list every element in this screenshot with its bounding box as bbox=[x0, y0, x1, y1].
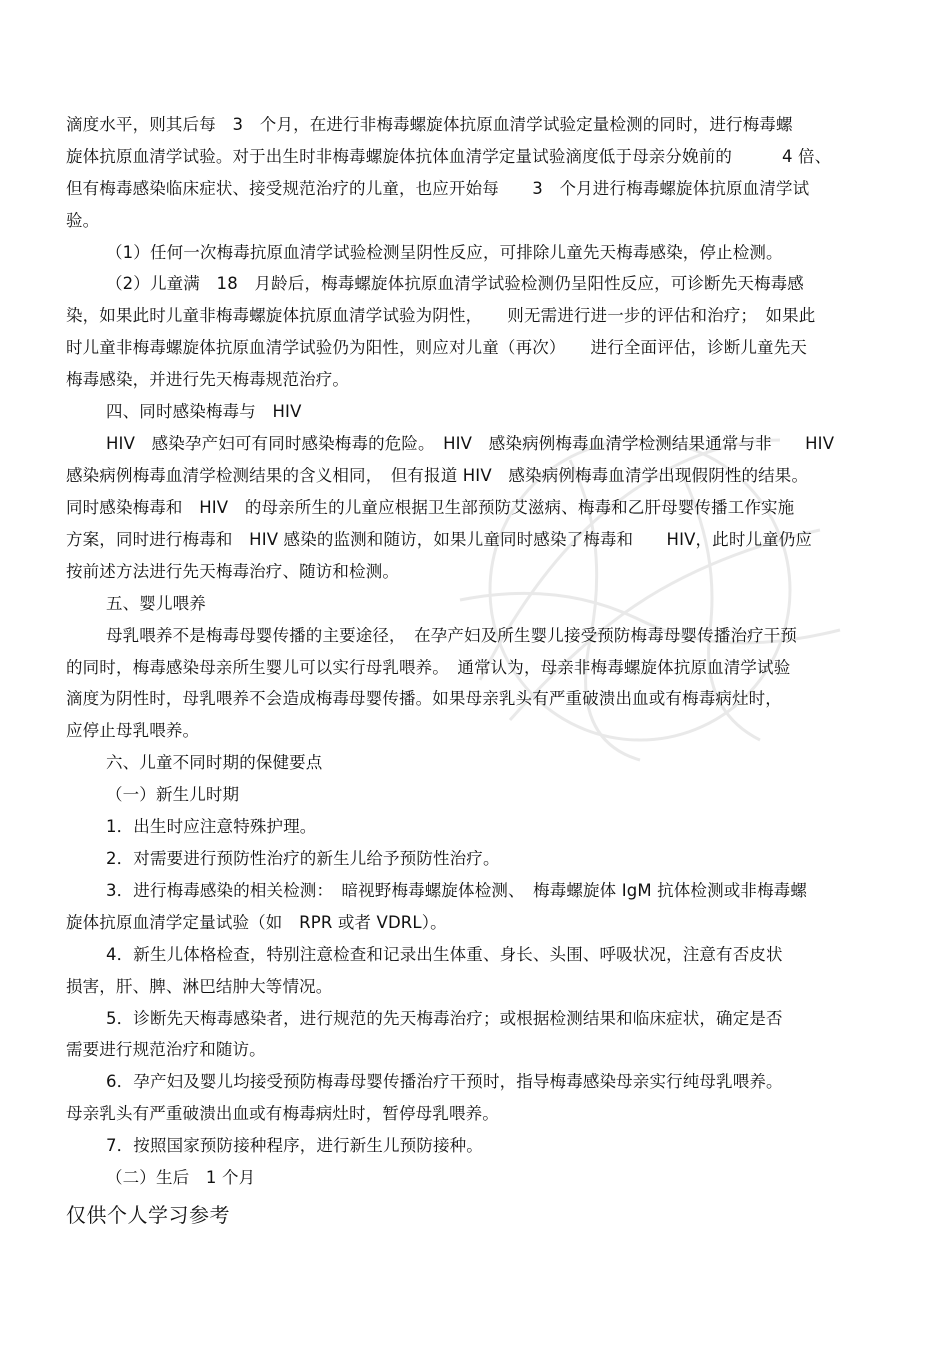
list-item: 1．出生时应注意特殊护理。 bbox=[106, 817, 317, 836]
body-line: 损害，肝、脾、淋巴结肿大等情况。 bbox=[66, 977, 333, 996]
body-line: 母亲乳头有严重破溃出血或有梅毒病灶时，暂停母乳喂养。 bbox=[66, 1104, 499, 1123]
body-line: 的同时，梅毒感染母亲所生婴儿可以实行母乳喂养。 通常认为，母亲非梅毒螺旋体抗原血清学试验 bbox=[66, 658, 791, 677]
body-line: HIV 感染孕产妇可有同时感染梅毒的危险。 HIV 感染病例梅毒血清学检测结果通常与非 HIV bbox=[106, 434, 835, 453]
list-item: 3．进行梅毒感染的相关检测： 暗视野梅毒螺旋体检测、 梅毒螺旋体 IgM 抗体检测或非梅毒螺 bbox=[106, 881, 807, 900]
body-line: 滴度为阴性时，母乳喂养不会造成梅毒母婴传播。如果母亲乳头有严重破溃出血或有梅毒病灶时， bbox=[66, 689, 782, 708]
body-line: 但有梅毒感染临床症状、接受规范治疗的儿童，也应开始每 3 个月进行梅毒螺旋体抗原血清学试 bbox=[66, 179, 810, 198]
body-line: 应停止母乳喂养。 bbox=[66, 721, 200, 740]
body-line: 同时感染梅毒和 HIV 的母亲所生的儿童应根据卫生部预防艾滋病、梅毒和乙肝母婴传播工作实施 bbox=[66, 498, 795, 517]
body-line: 验。 bbox=[66, 211, 100, 230]
list-item: 6．孕产妇及婴儿均接受预防梅毒母婴传播治疗干预时，指导梅毒感染母亲实行纯母乳喂养。 bbox=[106, 1072, 783, 1091]
section-heading: 五、婴儿喂养 bbox=[106, 594, 206, 613]
body-line: （2）儿童满 18 月龄后，梅毒螺旋体抗原血清学试验检测仍呈阳性反应，可诊断先天梅毒感 bbox=[106, 274, 804, 293]
body-line: 感染病例梅毒血清学检测结果的含义相同， 但有报道 HIV 感染病例梅毒血清学出现假阴性的结果。 bbox=[66, 466, 809, 485]
body-line: （1）任何一次梅毒抗原血清学试验检测呈阴性反应，可排除儿童先天梅毒感染，停止检测。 bbox=[106, 243, 783, 262]
body-line: 按前述方法进行先天梅毒治疗、随访和检测。 bbox=[66, 562, 399, 581]
body-line: 方案，同时进行梅毒和 HIV 感染的监测和随访，如果儿童同时感染了梅毒和 HIV，此时儿童仍应 bbox=[66, 530, 813, 549]
list-item: 4．新生儿体格检查，特别注意检查和记录出生体重、身长、头围、呼吸状况，注意有否皮状 bbox=[106, 945, 783, 964]
body-line: 需要进行规范治疗和随访。 bbox=[66, 1040, 266, 1059]
list-item: 7．按照国家预防接种程序，进行新生儿预防接种。 bbox=[106, 1136, 483, 1155]
list-item: 5．诊断先天梅毒感染者，进行规范的先天梅毒治疗；或根据检测结果和临床症状，确定是否 bbox=[106, 1009, 783, 1028]
footer-note: 仅供个人学习参考 bbox=[66, 1203, 230, 1227]
section-heading: 四、同时感染梅毒与 HIV bbox=[106, 402, 302, 421]
subsection-heading: （一）新生儿时期 bbox=[106, 785, 240, 804]
body-line: 梅毒感染，并进行先天梅毒规范治疗。 bbox=[66, 370, 350, 389]
body-line: 滴度水平，则其后每 3 个月，在进行非梅毒螺旋体抗原血清学试验定量检测的同时，进行梅毒螺 bbox=[66, 115, 793, 134]
section-heading: 六、儿童不同时期的保健要点 bbox=[106, 753, 323, 772]
body-line: 旋体抗原血清学定量试验（如 RPR 或者 VDRL）。 bbox=[66, 913, 447, 932]
subsection-heading: （二）生后 1 个月 bbox=[106, 1168, 256, 1187]
list-item: 2．对需要进行预防性治疗的新生儿给予预防性治疗。 bbox=[106, 849, 500, 868]
body-line: 染，如果此时儿童非梅毒螺旋体抗原血清学试验为阴性， 则无需进行进一步的评估和治疗； 如果此 bbox=[66, 306, 816, 325]
body-line: 时儿童非梅毒螺旋体抗原血清学试验仍为阳性，则应对儿童（再次） 进行全面评估，诊断儿童先天 bbox=[66, 338, 807, 357]
body-line: 母乳喂养不是梅毒母婴传播的主要途径， 在孕产妇及所生婴儿接受预防梅毒母婴传播治疗干预 bbox=[106, 626, 798, 645]
body-line: 旋体抗原血清学试验。对于出生时非梅毒螺旋体抗体血清学定量试验滴度低于母亲分娩前的 4 倍、 bbox=[66, 147, 832, 166]
